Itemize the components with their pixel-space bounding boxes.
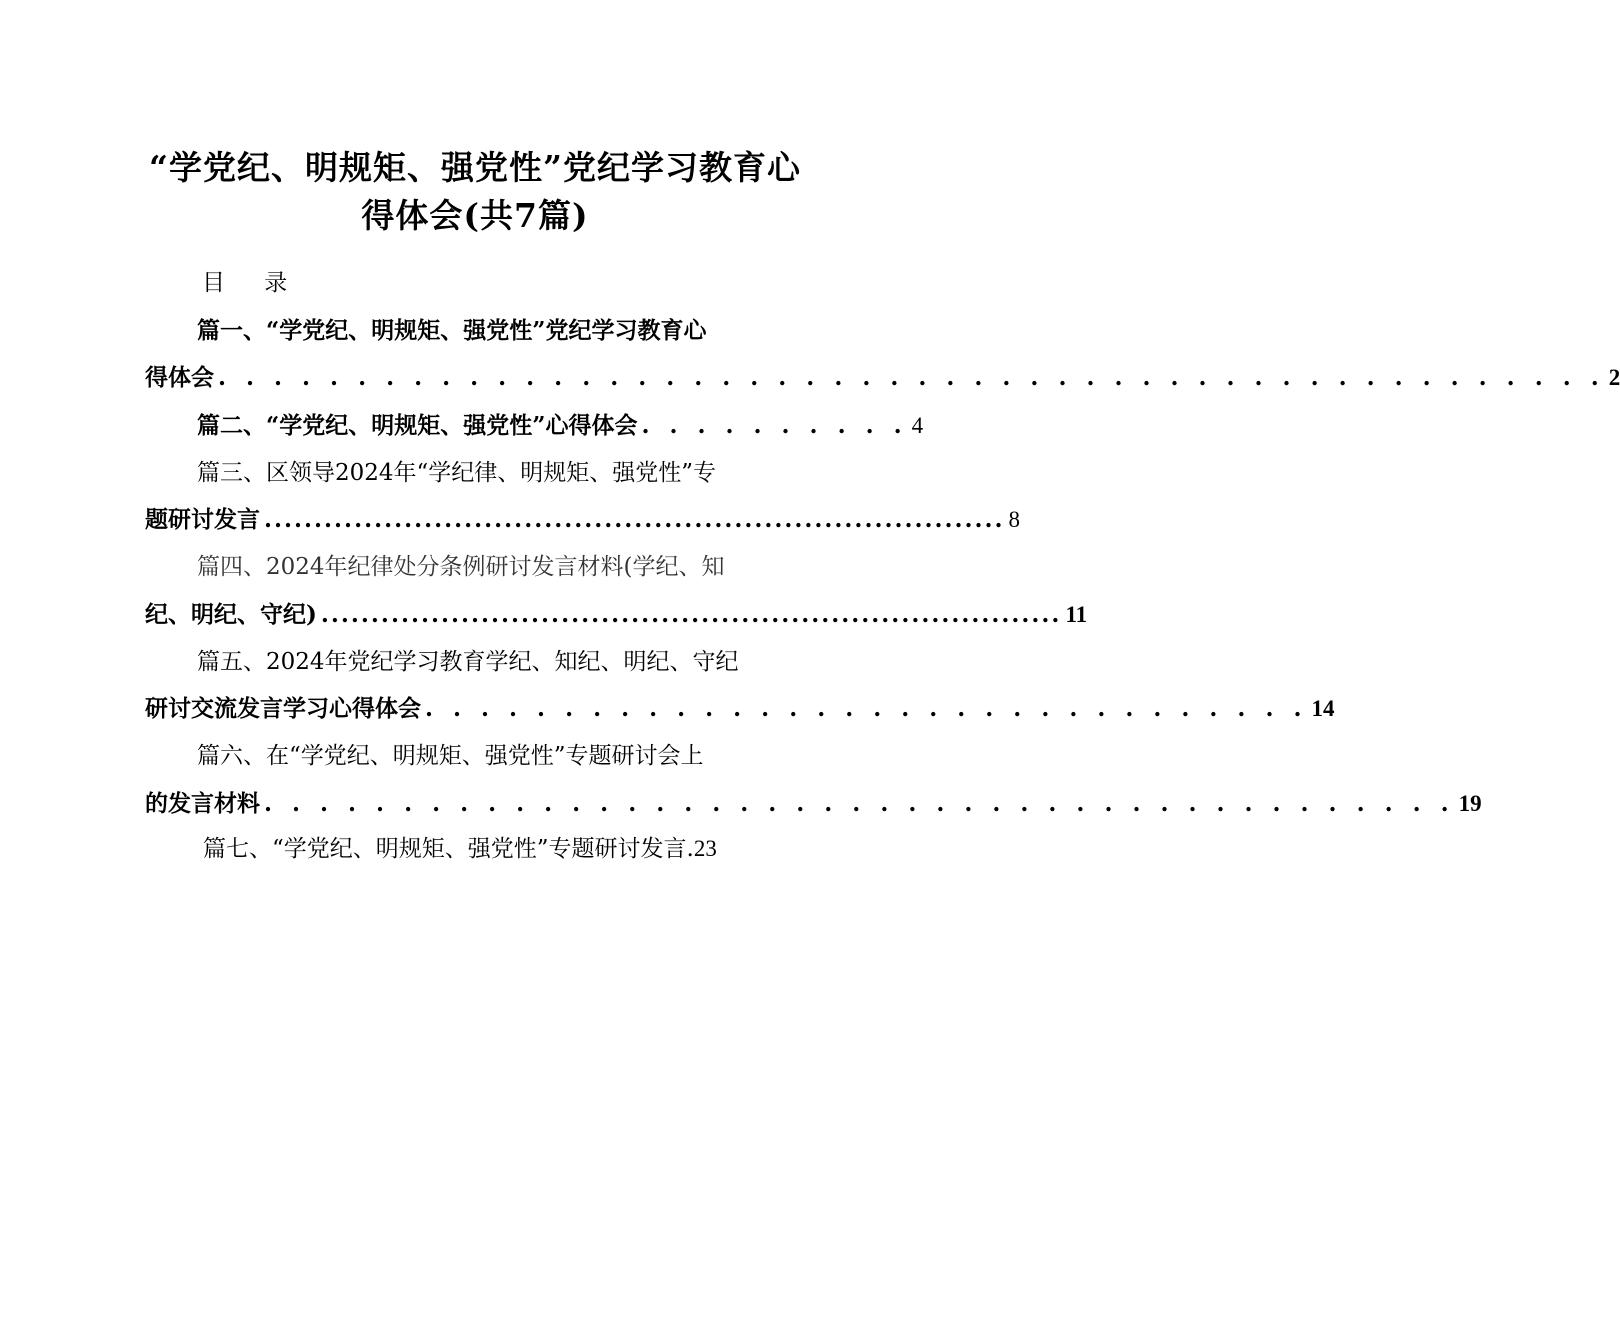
toc-entry-6-title: 篇六、在“学党纪、明规矩、强党性”专题研讨会上 (197, 743, 704, 769)
toc-heading: 目 录 (202, 270, 304, 296)
toc-entry-3-line-1[interactable] (197, 454, 716, 487)
toc-leader-dots: . . . . . . . . . . . . . . . . . . . . . . . . . . . . . . . . (425, 695, 1308, 722)
toc-entry-6-title-cont: 的发言材料 (145, 790, 260, 817)
toc-entry-4-title-cont: 纪、明纪、守纪) (145, 601, 317, 628)
toc-entry-1-line-1[interactable] (197, 312, 706, 345)
toc-entry-5-title: 篇五、2024年党纪学习教育学纪、知纪、明纪、守纪 (197, 649, 739, 675)
toc-leader-dots: . . . . . . . . . . (641, 412, 908, 439)
toc-entry-2-line-1[interactable] (197, 407, 924, 440)
toc-entry-2-page: 4 (911, 413, 924, 438)
toc-entry-3-page: 8 (1008, 507, 1021, 532)
toc-entry-5-line-1[interactable] (197, 643, 739, 676)
toc-leader-dots: .......................................................................... (320, 601, 1062, 628)
toc-entry-5-line-2[interactable] (145, 690, 1335, 723)
toc-entry-1-title-cont: 得体会 (145, 364, 214, 391)
toc-leader-dots: . . . . . . . . . . . . . . . . . . . . . . . . . . . . . . . . . . . . . . . . . . . . . . . . . . (218, 364, 1605, 391)
toc-entry-2-title: 篇二、“学党纪、明规矩、强党性”心得体会 (197, 412, 638, 439)
toc-entry-4-line-2[interactable] (145, 596, 1088, 629)
toc-entry-6-page: 19 (1458, 791, 1482, 816)
toc-entry-5-title-cont: 研讨交流发言学习心得体会 (145, 695, 421, 722)
toc-entry-1-title: 篇一、“学党纪、明规矩、强党性”党纪学习教育心 (197, 317, 707, 344)
toc-entry-5-page: 14 (1311, 696, 1335, 721)
toc-entry-1-page: 2 (1608, 365, 1620, 390)
toc-leader-dots: .......................................................................... (264, 506, 1005, 533)
toc-entry-3-title-cont: 题研讨发言 (145, 506, 260, 533)
toc-entry-4-page: 11 (1065, 602, 1088, 627)
document-title-line-2: 得体会(共7篇) (361, 196, 589, 235)
toc-entry-1-line-2[interactable] (145, 359, 1620, 392)
toc-entry-6-line-1[interactable] (197, 737, 704, 770)
toc-leader-dots: . . . . . . . . . . . . . . . . . . . . . . . . . . . . . . . . . . . . . . . . . . . (264, 790, 1455, 817)
toc-entry-7-title: 篇七、“学党纪、明规矩、强党性”专题研讨发言 (203, 836, 687, 862)
toc-entry-7-page: 23 (693, 836, 717, 861)
toc-entry-3-line-2[interactable] (145, 501, 1021, 534)
toc-entry-4-title: 篇四、2024年纪律处分条例研讨发言材料(学纪、知 (197, 554, 725, 580)
document-title-line-1: “学党纪、明规矩、强党性”党纪学习教育心 (149, 148, 801, 187)
toc-entry-4-line-1[interactable] (197, 548, 725, 581)
toc-leader-dots: . (686, 836, 694, 862)
toc-entry-3-title: 篇三、区领导2024年“学纪律、明规矩、强党性”专 (197, 460, 717, 486)
toc-entry-6-line-2[interactable] (145, 785, 1482, 818)
toc-entry-7-line-1[interactable] (203, 830, 717, 863)
